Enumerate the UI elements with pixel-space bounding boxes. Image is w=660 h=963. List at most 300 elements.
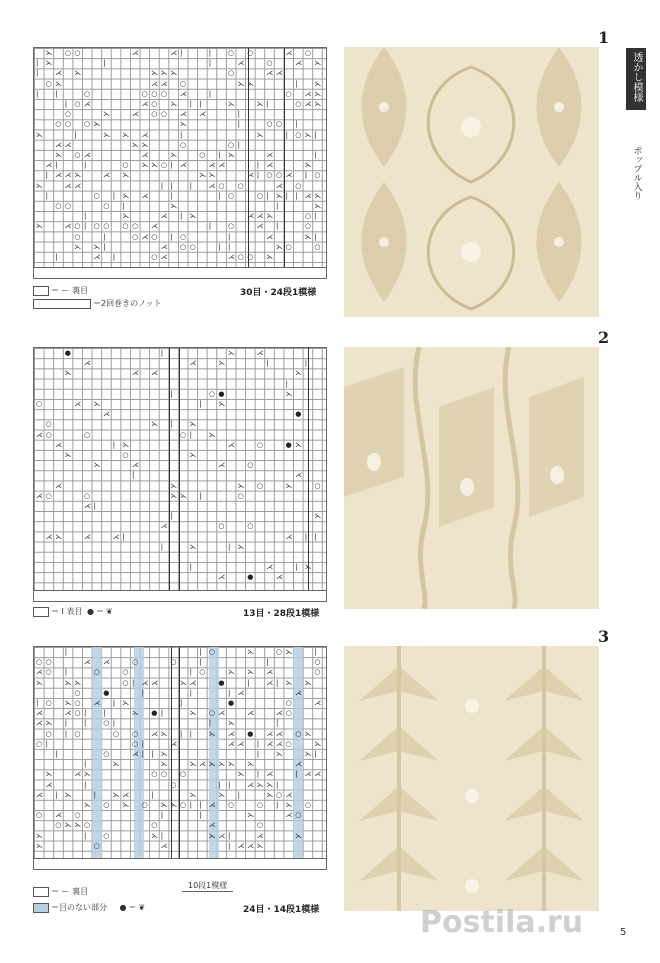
legend-3-purl-text: ＝ ー 裏目 [51, 887, 89, 896]
chart-symbol: ○ [84, 491, 91, 500]
chart-symbol: ⋋ [74, 242, 82, 251]
popcorn-dot: ● [247, 573, 254, 582]
chart-symbol: ○ [122, 161, 129, 170]
chart-symbol: ○ [276, 120, 283, 129]
chart-symbol: ⋌ [295, 688, 303, 697]
chart-symbol: ⋋ [74, 678, 82, 687]
legend-3-nostitch [33, 902, 147, 913]
chart-symbol: ⋋ [237, 542, 245, 551]
page-number: 5 [620, 927, 627, 938]
chart-symbol: ○ [314, 668, 321, 677]
chart-symbol: ⋋ [285, 678, 293, 687]
pattern-2-spec: 13目・28段1模様 [243, 609, 320, 619]
chart-symbol: ⋋ [189, 420, 197, 429]
chart-symbol: ⋌ [132, 49, 139, 57]
chart-symbol: ⋌ [45, 780, 53, 789]
chart-symbol: ⋋ [295, 440, 303, 449]
chart-symbol: ⋌ [160, 253, 168, 261]
chart-symbol: ⋌ [237, 688, 245, 697]
chart-symbol: ⋋ [74, 69, 82, 78]
chart-symbol: ⋌ [132, 369, 139, 378]
pattern-number-2: 2 [598, 328, 610, 347]
chart-symbol: | [55, 750, 58, 758]
chart-symbol: ⋌ [304, 89, 312, 98]
chart-symbol: ⋋ [218, 400, 226, 408]
section-sublabel-text: ポップル入り [631, 146, 642, 200]
chart-symbol: ○ [189, 242, 196, 251]
chart-symbol: | [237, 110, 240, 119]
chart-symbol: ○ [151, 770, 158, 779]
chart-symbol: | [314, 232, 317, 241]
chart-symbol: | [218, 191, 221, 200]
chart-symbol: ⋌ [132, 750, 139, 758]
chart-symbol: ○ [84, 430, 91, 439]
chart-symbol: ⋌ [180, 110, 187, 119]
chart-symbol: ⋋ [74, 171, 82, 180]
chart-symbol: ○ [103, 750, 110, 758]
chart-symbol: ⋋ [285, 801, 293, 809]
chart-symbol: ⋋ [189, 212, 197, 221]
chart-symbol: | [208, 222, 212, 231]
chart-symbol: ⋋ [314, 191, 322, 200]
chart-symbol: | [170, 760, 173, 769]
chart-symbol: ⋋ [122, 440, 130, 449]
chart-symbol: ⋌ [74, 181, 82, 190]
chart-symbol: ⋌ [285, 790, 293, 799]
chart-symbol: ⋌ [304, 770, 312, 779]
chart-symbol: ⋋ [295, 369, 303, 378]
chart-symbol: ○ [36, 400, 43, 408]
chart-symbol: ⋌ [180, 89, 187, 98]
chart-symbol: ⋋ [266, 790, 274, 799]
chart-symbol: | [84, 719, 87, 728]
chart-symbol: ⋋ [208, 171, 216, 180]
chart-symbol: ⋋ [189, 790, 197, 799]
popcorn-dot: ● [228, 699, 235, 707]
chart-symbol: ⋌ [228, 739, 235, 748]
chart-symbol: ○ [36, 739, 43, 748]
chart-symbol: | [199, 811, 202, 820]
chart-symbol: ○ [74, 709, 81, 718]
chart-symbol: ⋋ [151, 420, 159, 429]
chart-symbol: ○ [160, 161, 167, 170]
chart-symbol: ○ [276, 171, 283, 180]
chart-symbol: ⋌ [160, 841, 168, 850]
chart-symbol: ⋋ [84, 801, 91, 809]
chart-symbol: ⋌ [74, 770, 82, 779]
chart-symbol: ⋌ [199, 110, 207, 119]
chart-symbol: ⋌ [276, 709, 283, 718]
chart-symbol: ○ [151, 821, 158, 830]
chart-symbol: ⋌ [55, 481, 63, 490]
chart-symbol: ○ [74, 811, 81, 820]
chart-symbol: | [199, 491, 202, 500]
chart-symbol: ○ [295, 729, 302, 738]
chart-symbol: ⋋ [208, 831, 216, 840]
chart-symbol: | [84, 760, 87, 769]
chart-symbol: | [218, 151, 221, 159]
chart-symbol: ⋌ [199, 760, 207, 769]
chart-symbol: ⋌ [55, 811, 63, 820]
chart-symbol: ⋋ [132, 140, 139, 149]
chart-symbol: ⋌ [256, 349, 264, 357]
chart-symbol: ⋋ [64, 790, 72, 799]
chart-symbol: | [208, 59, 212, 68]
section-tab [626, 48, 646, 110]
chart-symbol: ⋋ [74, 821, 82, 830]
popcorn-dot: ● [218, 389, 225, 398]
chart-symbol: | [228, 780, 231, 789]
chart-symbol: ⋋ [160, 69, 168, 78]
chart-symbol: ⋌ [314, 699, 322, 707]
chart-symbol: ○ [285, 89, 292, 98]
chart-symbol: ○ [180, 232, 187, 241]
chart-symbol: | [208, 89, 212, 98]
chart-symbol: ⋋ [285, 648, 293, 656]
chart-symbol: | [228, 831, 231, 840]
chart-symbol: | [276, 801, 279, 809]
chart-symbol: ⋋ [256, 780, 264, 789]
chart-symbol: ⋋ [45, 59, 53, 68]
chart-symbol: ○ [103, 202, 110, 210]
chart-symbol: | [93, 502, 96, 510]
chart-symbol: ⋋ [64, 451, 72, 459]
chart-symbol: ○ [170, 658, 177, 667]
chart-symbol: ⋋ [122, 191, 130, 200]
chart-symbol: | [170, 232, 173, 241]
chart-symbol: ⋋ [304, 232, 312, 241]
chart-symbol: ○ [64, 49, 71, 57]
chart-symbol: | [266, 359, 269, 368]
chart-symbol: ⋌ [189, 359, 197, 368]
chart-symbol: ○ [314, 242, 321, 251]
chart-symbol: ⋌ [84, 658, 91, 667]
chart-symbol: ⋌ [256, 212, 264, 221]
chart-symbol: ⋌ [84, 532, 91, 541]
chart-symbol: ⋌ [266, 151, 274, 159]
chart-symbol: | [276, 719, 279, 728]
legend-2-knit [33, 606, 115, 617]
chart-symbol: ○ [304, 801, 311, 809]
chart-symbol: ○ [132, 222, 139, 231]
legend-blank-box-icon [33, 887, 49, 897]
chart-symbol: ⋋ [141, 161, 149, 170]
chart-symbol: ⋌ [112, 532, 120, 541]
chart-symbol: ⋌ [103, 171, 111, 180]
chart-symbol: ⋌ [84, 100, 91, 108]
chart-symbol: ○ [256, 440, 263, 449]
popcorn-dot: ● [103, 688, 110, 697]
chart-symbol: ○ [218, 181, 225, 190]
chart-symbol: ⋋ [55, 79, 63, 88]
chart-symbol: ⋋ [189, 451, 197, 459]
popcorn-dot: ● [247, 729, 254, 738]
chart-symbol: ○ [45, 658, 52, 667]
chart-symbol: | [84, 831, 87, 840]
chart-symbol: ⋌ [304, 100, 312, 108]
knit-swatch-photo-1 [344, 47, 599, 317]
chart-symbol: | [276, 678, 279, 687]
chart-symbol: ⋌ [122, 790, 130, 799]
chart-symbol: ○ [122, 668, 129, 677]
chart-symbol: ⋌ [266, 232, 274, 241]
chart-symbol: ⋋ [84, 770, 91, 779]
chart-symbol: ⋌ [151, 729, 159, 738]
chart-symbol: ○ [74, 688, 81, 697]
chart-symbol: | [170, 191, 173, 200]
chart-symbol: ○ [84, 821, 91, 830]
chart-symbol: ⋋ [247, 668, 255, 677]
chart-symbol: ⋋ [180, 120, 187, 129]
chart-symbol: ⋌ [132, 110, 139, 119]
chart-symbol: ⋋ [247, 811, 255, 820]
chart-symbol: | [256, 739, 260, 748]
chart-symbol: ⋋ [208, 729, 216, 738]
chart-symbol: ⋋ [218, 359, 226, 368]
chart-symbol: | [170, 389, 173, 398]
chart-symbol: ○ [285, 739, 292, 748]
chart-symbol: ○ [64, 202, 71, 210]
chart-symbol: | [112, 440, 116, 449]
chart-symbol: ⋋ [122, 171, 130, 180]
chart-symbol: | [103, 59, 106, 68]
chart-symbol: ⋋ [276, 242, 283, 251]
chart-symbol: ⋋ [132, 709, 139, 718]
chart-symbol: ○ [295, 181, 302, 190]
chart-symbol: | [247, 242, 250, 251]
chart-symbol: ○ [247, 461, 254, 470]
chart-symbol: ○ [103, 831, 110, 840]
section-sublabel [626, 146, 646, 204]
chart-symbol: ⋌ [36, 719, 43, 728]
chart-symbol: ○ [151, 232, 158, 241]
chart-symbol: ⋌ [141, 191, 149, 200]
chart-symbol: ○ [132, 658, 139, 667]
chart-symbol: | [84, 709, 87, 718]
chart-symbol: | [189, 181, 192, 190]
chart-symbol: | [208, 49, 212, 57]
pattern-3-repeat: 10段1模様 [182, 880, 233, 892]
chart-symbol: ⋌ [228, 253, 235, 261]
chart-symbol: | [112, 253, 116, 261]
chart-symbol: ○ [84, 120, 91, 129]
chart-symbol: ⋌ [285, 811, 293, 820]
chart-symbol: ○ [55, 821, 62, 830]
legend-1-purl [33, 285, 88, 296]
chart-symbol: ○ [36, 658, 43, 667]
chart-symbol: | [112, 699, 116, 707]
legend-blank-box-icon [33, 607, 49, 617]
chart-symbol: | [266, 658, 269, 667]
chart-symbol: ⋌ [36, 790, 43, 799]
chart-symbol: ⋋ [304, 678, 312, 687]
chart-symbol: | [314, 151, 317, 159]
chart-symbol: ⋌ [55, 140, 63, 149]
chart-symbol: ⋌ [45, 161, 53, 170]
chart-symbol: | [84, 212, 87, 221]
chart-symbol: ⋋ [304, 130, 312, 139]
chart-symbol: | [285, 379, 288, 388]
chart-symbol: ⋌ [266, 770, 274, 779]
chart-symbol: ○ [199, 151, 206, 159]
chart-symbol: ○ [180, 242, 187, 251]
chart-symbol: ⋋ [151, 69, 159, 78]
chart-symbol: ⋌ [84, 359, 91, 368]
chart-symbol: ○ [132, 739, 139, 748]
chart-symbol: ○ [199, 668, 206, 677]
chart-symbol: ○ [45, 430, 52, 439]
chart-symbol: | [256, 750, 260, 758]
chart-symbol: ⋋ [247, 79, 255, 88]
chart-symbol: ⋋ [122, 801, 130, 809]
chart-symbol: ○ [266, 120, 273, 129]
chart-symbol: ⋌ [170, 739, 178, 748]
chart-symbol: | [45, 739, 48, 748]
chart-symbol: ⋋ [112, 790, 120, 799]
chart-symbol: ○ [266, 59, 273, 68]
chart-symbol: ⋌ [36, 709, 43, 718]
chart-symbol: ⋌ [103, 410, 111, 419]
chart-symbol: ○ [295, 100, 302, 108]
legend-3-purl [33, 886, 88, 897]
chart-symbol: ⋌ [228, 729, 235, 738]
chart-symbol: ○ [93, 222, 100, 231]
chart-symbol: ○ [74, 222, 81, 231]
chart-symbol: ○ [93, 841, 100, 850]
chart-symbol: ⋋ [285, 389, 293, 398]
chart-symbol: ○ [55, 202, 62, 210]
chart-symbol: ○ [228, 69, 235, 78]
chart-symbol: ⋋ [208, 430, 216, 439]
chart-symbol: ○ [180, 430, 187, 439]
popcorn-dot: ● [218, 678, 225, 687]
legend-3-nostitch-text: ＝目のない部分 [51, 903, 107, 912]
chart-symbol: | [55, 89, 58, 98]
chart-symbol: ⋋ [170, 100, 178, 108]
chart-symbol: ⋋ [122, 212, 130, 221]
chart-symbol: | [228, 542, 231, 551]
popcorn-symbol-icon: ● [87, 607, 94, 616]
chart-symbol: ⋌ [247, 841, 255, 850]
chart-symbol: ⋌ [208, 161, 216, 170]
chart-symbol: | [74, 130, 77, 139]
chart-symbol: ⋌ [45, 532, 53, 541]
chart-symbol: | [141, 688, 144, 697]
chart-symbol: | [228, 242, 231, 251]
chart-symbol: ○ [237, 491, 244, 500]
chart-symbol: ○ [228, 801, 235, 809]
chart-symbol: ⋋ [170, 202, 178, 210]
chart-symbol: | [180, 212, 183, 221]
chart-symbol: ⋋ [64, 678, 72, 687]
chart-symbol: | [304, 359, 308, 368]
pattern-3-spec: 24目・14段1模様 [243, 905, 320, 915]
chart-symbol: | [314, 648, 317, 656]
chart-symbol: ○ [64, 120, 71, 129]
chart-symbol: ○ [151, 110, 158, 119]
chart-symbol: ○ [160, 89, 167, 98]
chart-symbol: | [189, 668, 192, 677]
chart-symbol: ⋋ [36, 831, 43, 840]
chart-symbol: ⋋ [228, 760, 235, 769]
chart-symbol: ○ [160, 110, 167, 119]
chart-symbol: ○ [74, 699, 81, 707]
chart-symbol: ○ [93, 191, 100, 200]
chart-symbol: ⋌ [84, 502, 91, 510]
chart-symbol: ○ [122, 451, 129, 459]
chart-symbol: ⋌ [228, 440, 235, 449]
chart-symbol: ⋋ [237, 481, 245, 490]
chart-symbol: | [228, 688, 231, 697]
chart-symbol: ○ [36, 811, 43, 820]
chart-symbol: ⋋ [218, 790, 226, 799]
chart-symbol: ⋋ [189, 542, 197, 551]
chart-symbol: ⋌ [160, 242, 168, 251]
popcorn-dot: ● [285, 440, 292, 449]
chart-symbol: | [132, 471, 135, 480]
chart-symbol: | [160, 349, 164, 357]
chart-symbol: ⋌ [180, 161, 187, 170]
chart-symbol: ⋌ [285, 171, 293, 180]
chart-symbol: ⋌ [36, 668, 43, 677]
chart-symbol: ○ [74, 232, 81, 241]
chart-symbol: ○ [276, 790, 283, 799]
chart-symbol: ⋌ [285, 532, 293, 541]
chart-symbol: ○ [208, 709, 215, 718]
knitting-chart-3 [33, 646, 327, 870]
chart-symbol: | [45, 191, 48, 200]
chart-symbol: | [103, 232, 106, 241]
chart-symbol: ⋌ [151, 79, 159, 88]
chart-symbol: ⋋ [93, 242, 101, 251]
chart-symbol: ⋌ [266, 161, 274, 170]
chart-symbol: | [285, 130, 288, 139]
chart-symbol: ⋌ [295, 471, 303, 480]
popcorn-symbol-icon: ● [119, 903, 127, 912]
chart-symbol: ⋋ [103, 130, 111, 139]
chart-symbol: | [36, 59, 39, 68]
chart-symbol: | [103, 709, 106, 718]
chart-symbol: ⋋ [304, 729, 312, 738]
chart-symbol: ⋌ [160, 79, 168, 88]
chart-symbol: | [314, 750, 317, 758]
chart-symbol: ⋋ [170, 801, 178, 809]
chart-symbol: | [256, 171, 260, 180]
chart-symbol: ⋌ [36, 491, 43, 500]
chart-symbol: | [36, 69, 39, 78]
chart-symbol: ⋋ [295, 831, 303, 840]
legend-1-knot [33, 298, 162, 309]
chart-symbol: ○ [285, 709, 292, 718]
chart-symbol: ⋌ [295, 760, 303, 769]
chart-symbol: ○ [276, 648, 283, 656]
chart-symbol: | [189, 430, 192, 439]
chart-symbol: ⋌ [151, 222, 159, 231]
chart-symbol: ⋌ [218, 573, 226, 582]
chart-symbol: ○ [93, 668, 100, 677]
chart-symbol: | [64, 100, 68, 108]
popcorn-dot: ● [64, 349, 71, 357]
chart-symbol: ⋌ [84, 151, 91, 159]
chart-symbol: ⋋ [218, 760, 226, 769]
chart-symbol: ○ [304, 212, 311, 221]
chart-symbol: ⋌ [276, 739, 283, 748]
chart-symbol: ⋋ [314, 202, 322, 210]
chart-symbol: ○ [64, 110, 71, 119]
chart-symbol: ⋋ [141, 140, 149, 149]
chart-symbol: | [304, 532, 308, 541]
chart-symbol: ○ [180, 770, 187, 779]
